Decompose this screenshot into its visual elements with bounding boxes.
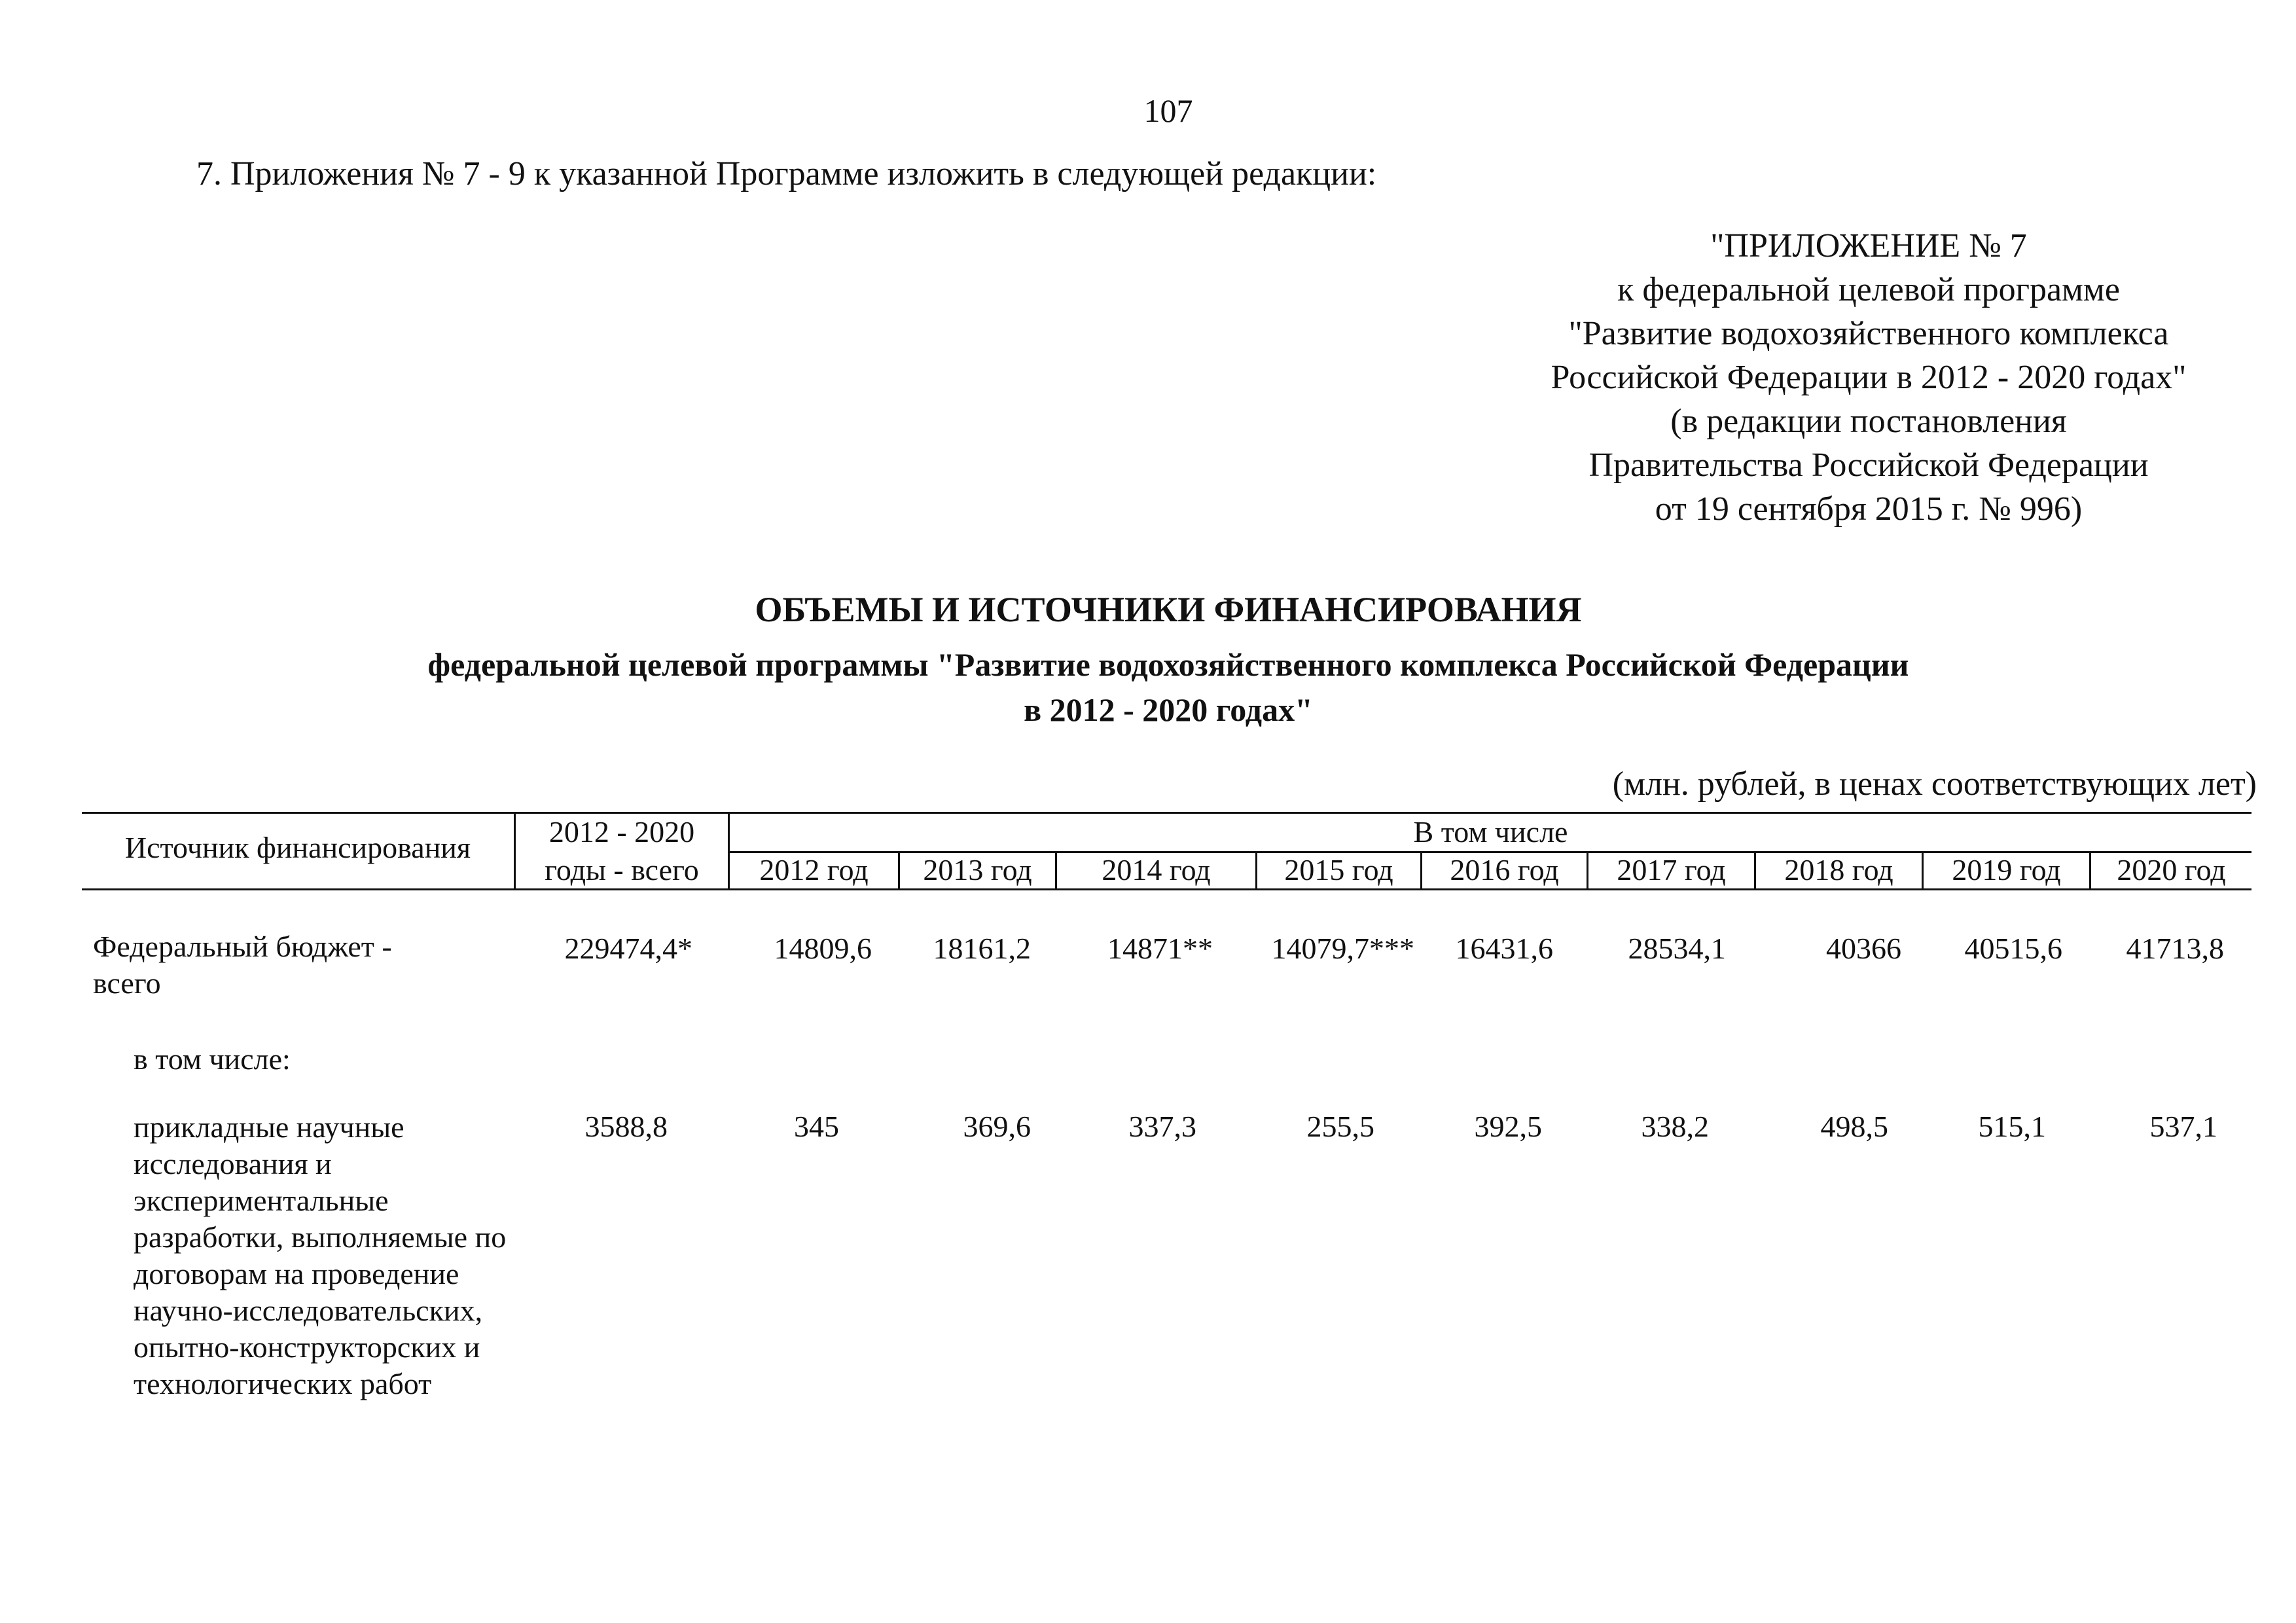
appendix-line: от 19 сентября 2015 г. № 996) [1655,490,2083,528]
header-year: 2016 год [1450,853,1559,886]
appendix-line: "Развитие водохозяйственного комплекса [1568,315,2169,352]
table-header-bottom-rule [82,888,2251,890]
header-year: 2013 год [923,853,1032,886]
header-year: 2015 год [1284,853,1393,886]
table-top-rule [82,812,2251,814]
appendix-line: (в редакции постановления [1670,403,2067,440]
table-cell: 515,1 [1978,1110,2046,1143]
table-cell: 345 [794,1110,839,1143]
table-cell: 537,1 [2149,1110,2217,1143]
appendix-line: Российской Федерации в 2012 - 2020 годах" [1551,359,2187,396]
table-cell-total: 229474,4* [564,932,692,965]
header-year: 2012 год [759,853,869,886]
header-year: 2018 год [1784,853,1893,886]
header-year: 2020 год [2117,853,2226,886]
table-cell: 14079,7*** [1271,932,1414,965]
units-note: (млн. рублей, в ценах соответствующих лет) [1612,765,2257,803]
document-title: ОБЪЕМЫ И ИСТОЧНИКИ ФИНАНСИРОВАНИЯ [755,590,1582,629]
table-cell: 16431,6 [1455,932,1553,965]
table-cell: 338,2 [1641,1110,1709,1143]
header-total-line1: 2012 - 2020 [548,815,695,848]
document-subtitle: федеральной целевой программы "Развитие водохозяйственного комплекса Российской Федерации [427,646,1909,683]
appendix-line: Правительства Российской Федерации [1588,447,2149,484]
appendix-line: "ПРИЛОЖЕНИЕ № 7 [1710,227,2027,264]
table-row-label: в том числе: [134,1042,291,1076]
table-cell: 369,6 [963,1110,1031,1143]
intro-paragraph: 7. Приложения № 7 - 9 к указанной Программе изложить в следующей редакции: [196,155,1377,192]
table-cell: 40366 [1826,932,1901,965]
header-year: 2014 год [1102,853,1211,886]
header-year: 2019 год [1952,853,2061,886]
table-cell-total: 3588,8 [584,1110,668,1143]
table-cell: 41713,8 [2126,932,2224,965]
table-cell: 498,5 [1820,1110,1888,1143]
header-total-line2: годы - всего [545,853,699,886]
table-cell: 337,3 [1128,1110,1196,1143]
table-cell: 14871** [1107,932,1213,965]
appendix-reference-block [1407,224,2296,531]
appendix-line: к федеральной целевой программе [1617,271,2120,308]
table-cell: 255,5 [1306,1110,1374,1143]
table-row-label: прикладные научные исследования и экспериментальные разработки, выполняемые по договорам на проведение научно-исследовательских, опытно-конструкторских и технологических работ [134,1110,507,1400]
table-cell: 40515,6 [1964,932,2062,965]
header-year: 2017 год [1617,853,1726,886]
document-subtitle-continued: в 2012 - 2020 годах" [1024,691,1313,728]
table-cell: 28534,1 [1628,932,1726,965]
table-cell: 392,5 [1474,1110,1542,1143]
page-number: 107 [1143,92,1193,129]
table-cell: 14809,6 [774,932,872,965]
header-source: Источник финансирования [124,831,471,864]
table-cell: 18161,2 [933,932,1031,965]
header-including: В том числе [1413,815,1568,848]
table-row-label: Федеральный бюджет - всего [93,930,392,1000]
